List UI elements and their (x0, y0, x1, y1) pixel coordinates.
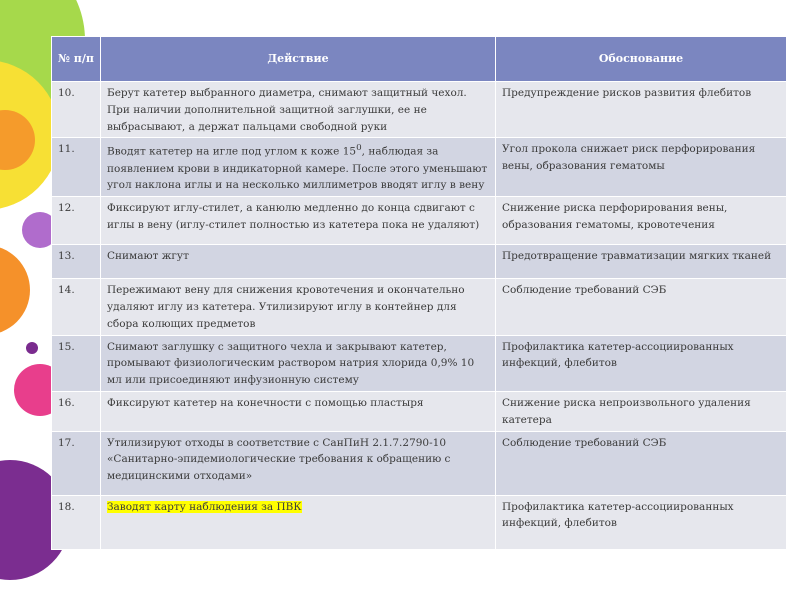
row-reason: Снижение риска непроизвольного удаления катетера (496, 392, 787, 432)
row-action-text: , наблюдая за появлением крови в индикаторной камере. После этого уменьшают угол наклона иглы и на несколько миллиметров вводят иглу в вену (107, 145, 488, 192)
table-row (52, 245, 787, 279)
row-reason: Профилактика катетер-ассоциированных инфекций, флебитов (496, 495, 787, 549)
header-action: Действие (101, 37, 496, 82)
row-number: 15. (52, 335, 101, 391)
row-action (101, 138, 496, 197)
table-header-row (52, 37, 787, 82)
header-reason: Обоснование (496, 37, 787, 82)
row-number: 17. (52, 431, 101, 495)
row-reason: Предупреждение рисков развития флебитов (496, 82, 787, 138)
row-action: Фиксируют иглу-стилет, а канюлю медленно до конца сдвигают с иглы в вену (иглу-стилет полностью из катетера пока не удаляют) (101, 197, 496, 245)
row-reason: Соблюдение требований СЭБ (496, 279, 787, 335)
table-row (52, 279, 787, 335)
row-action: Пережимают вену для снижения кровотечения и окончательно удаляют иглу из катетера. Утилизируют иглу в контейнер для сбора колющих предметов (101, 279, 496, 335)
row-reason: Снижение риска перфорирования вены, образования гематомы, кровотечения (496, 197, 787, 245)
row-number: 11. (52, 138, 101, 197)
row-reason: Угол прокола снижает риск перфорирования вены, образования гематомы (496, 138, 787, 197)
row-number: 16. (52, 392, 101, 432)
procedure-table (51, 36, 787, 550)
row-reason: Предотвращение травматизации мягких тканей (496, 245, 787, 279)
row-reason: Профилактика катетер-ассоциированных инфекций, флебитов (496, 335, 787, 391)
table-row (52, 431, 787, 495)
row-number: 13. (52, 245, 101, 279)
header-number: № п/п (52, 37, 101, 82)
degree-superscript: 0 (356, 143, 362, 154)
row-action: Фиксируют катетер на конечности с помощью пластыря (101, 392, 496, 432)
row-action-text: Вводят катетер на игле под углом к коже 15 (107, 145, 357, 158)
table-row (52, 392, 787, 432)
highlighted-action-text: Заводят карту наблюдения за ПВК (107, 500, 302, 513)
table-row (52, 197, 787, 245)
table-row (52, 335, 787, 391)
row-action: Снимают жгут (101, 245, 496, 279)
row-action: Берут катетер выбранного диаметра, снимают защитный чехол. При наличии дополнительной защитной заглушки, ее не выбрасывают, а держат пальцами свободной руки (101, 82, 496, 138)
table-row (52, 138, 787, 197)
row-reason: Соблюдение требований СЭБ (496, 431, 787, 495)
row-number: 12. (52, 197, 101, 245)
row-number: 18. (52, 495, 101, 549)
row-number: 14. (52, 279, 101, 335)
row-number: 10. (52, 82, 101, 138)
table-row (52, 82, 787, 138)
row-action: Утилизируют отходы в соответствие с СанПиН 2.1.7.2790-10 «Санитарно-эпидемиологические требования к обращению с медицинскими отходами» (101, 431, 496, 495)
orange-circle-deco (0, 245, 30, 335)
row-action (101, 495, 496, 549)
row-action: Снимают заглушку с защитного чехла и закрывают катетер, промывают физиологическим раствором натрия хлорида 0,9% 10 мл или присоединяют инфузионную систему (101, 335, 496, 391)
table-row (52, 495, 787, 549)
small-purple-circle-deco (26, 342, 38, 354)
